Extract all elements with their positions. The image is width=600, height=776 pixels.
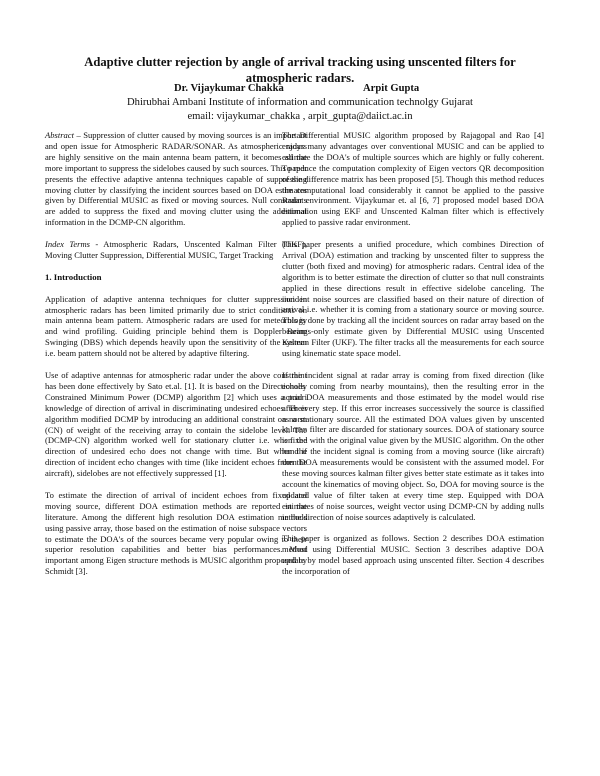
section-heading-introduction: 1. Introduction [45, 271, 102, 282]
author-chakka: Dr. Vijaykumar Chakka [174, 83, 284, 94]
intro-paragraph-3: To estimate the direction of arrival of incident echoes from fixed and moving source, different DOA estimation methods are reported in the literature. Among the different high resolution DOA estimation methods using passive array, those based on the estimation of noise subspace vectors to estimate the DOA's of the sources became very popular owing to their superior resolution capabilities and better bias performances. Most important among Eigen structure methods is MUSIC algorithm proposed by Schmidt [3]. [45, 489, 307, 577]
abstract [45, 130, 307, 228]
author-line [60, 83, 540, 97]
right-paragraph-2: This paper presents a unified procedure, which combines Direction of Arrival (DOA) estimation and tracking by unscented filter to suppress the clutter (both fixed and moving) for atmospheric radars. Central idea of the algorithm is to better estimate the direction of clutter so that null constraints applied in these directions result in effective sidelobe canceling. The incident noise sources are classified based on their nature of direction of arrival i.e. whether it is coming from a stationary source or moving source. This is done by tracking all the incident sources on radar array based on the bearings-only estimate given by Differential MUSIC using Unscented Kalman Filter (UKF). The filter tracks all the measurements for each source using kinematic state space model. [282, 239, 544, 359]
paper-title: Adaptive clutter rejection by angle of arrival tracking using unscented filters for atmospheric radars. [84, 55, 516, 85]
right-paragraph-3: If the incident signal at radar array is coming from fixed direction (like echoes coming from nearby mountains), then the resulting error in the actual DOA measurements and those estimated by the model would rise after every step. If this error increases successively the source is classified as a stationary source. All the estimated DOA values given by unscented kalman filter are discarded for stationary sources. DOA of stationary source is fixed with the original value given by the MUSIC algorithm. On the other hand if the incident signal is coming from a moving source (like aircraft) then DOA measurements would be consistent with the assumed model. For these moving sources kalman filter gives better state estimate as it takes into account the kinematics of moving object. So, DOA for moving source is the updated value of filter taken at every time step. Equipped with DOA estimates of noise sources, weight vector using DCMP-CN by adding nulls in the direction of noise sources adaptively is calculated. [282, 369, 544, 522]
index-terms-text: - Atmospheric Radars, Unscented Kalman Filter (UKF), Moving Clutter Suppression, Differential MUSIC, Target Tracking [45, 239, 307, 260]
abstract-label: Abstract – [45, 130, 81, 140]
right-paragraph-1: The Differential MUSIC algorithm proposed by Rajagopal and Rao [4] enjoys many advantages over conventional MUSIC and can be applied to estimate the DOA's of multiple sources which are highly or fully coherent. To reduce the computation complexity of Eigen vectors QR decomposition of the difference matrix has been proposed [5]. Though this method reduces the computational load considerably it cannot be applied to the passive Radar environment. Vijaykumar et. al [6, 7] proposed model based DOA estimation using EKF and Unscented Kalman filter which is effectively applied to passive radar environment. [282, 130, 544, 228]
right-paragraph-4: This paper is organized as follows. Section 2 describes DOA estimation method using Differential MUSIC. Section 3 describes adaptive DOA update by model based approach using unscented filter. Section 4 describes the incorporation of [282, 533, 544, 577]
affiliation: Dhirubhai Ambani Institute of information and communication technolgy Gujarat [127, 97, 473, 108]
intro-paragraph-2: Use of adaptive antennas for atmospheric radar under the above constraint has been done effectively by Sato et.al. [1]. It is based on the Directionally Constrained Minimum Power (DCMP) algorithm [2] which uses a priori knowledge of direction of arrival in discriminating undesired echoes. Their algorithm modified DCMP by introducing an additional constraint on norm (CN) of weight of the receiving array to contain the sidelobe level. The (DCMP-CN) algorithm worked well for stationary clutter i.e. when the direction of undesired echo does not change with time. But when the direction of incident echo changes with time (like incident echoes from the aircraft), sidelobes are not effectively suppressed [1]. [45, 369, 307, 479]
author-email: email: vijaykumar_chakka , arpit_gupta@daiict.ac.in [187, 111, 413, 122]
index-terms-label: Index Terms [45, 239, 90, 250]
left-column [45, 130, 307, 577]
author-gupta: Arpit Gupta [363, 83, 420, 94]
abstract-text: Suppression of clutter caused by moving sources is an important and open issue for Atmospheric RADAR/SONAR. As atmospheric radars are highly sensitive on the main antenna beam pattern, it becomes all the more important to suppress the sidelobes caused by such sources. This paper presents the effective adaptive antenna techniques capable of suppressing moving clutter by classifying the incident sources based on DOA estimates given by Differential MUSIC as fixed or moving sources. Null constraints are added to suppress the fixed and moving clutter using the additional information in the DCMP-CN algorithm. [45, 130, 307, 228]
index-terms [45, 239, 307, 261]
right-column [282, 130, 544, 577]
intro-paragraph-1: Application of adaptive antenna techniques for clutter suppression in atmospheric radars has been limited primarily due to strict conditions on main antenna beam pattern. Atmospheric radars are used for meteorology and wind profiling. Guiding principle behind them is Doppler Beam Swinging (DBS) which depends heavily upon the sensitivity of the system i.e. beam pattern should not be altered by adaptive filtering. [45, 293, 307, 359]
